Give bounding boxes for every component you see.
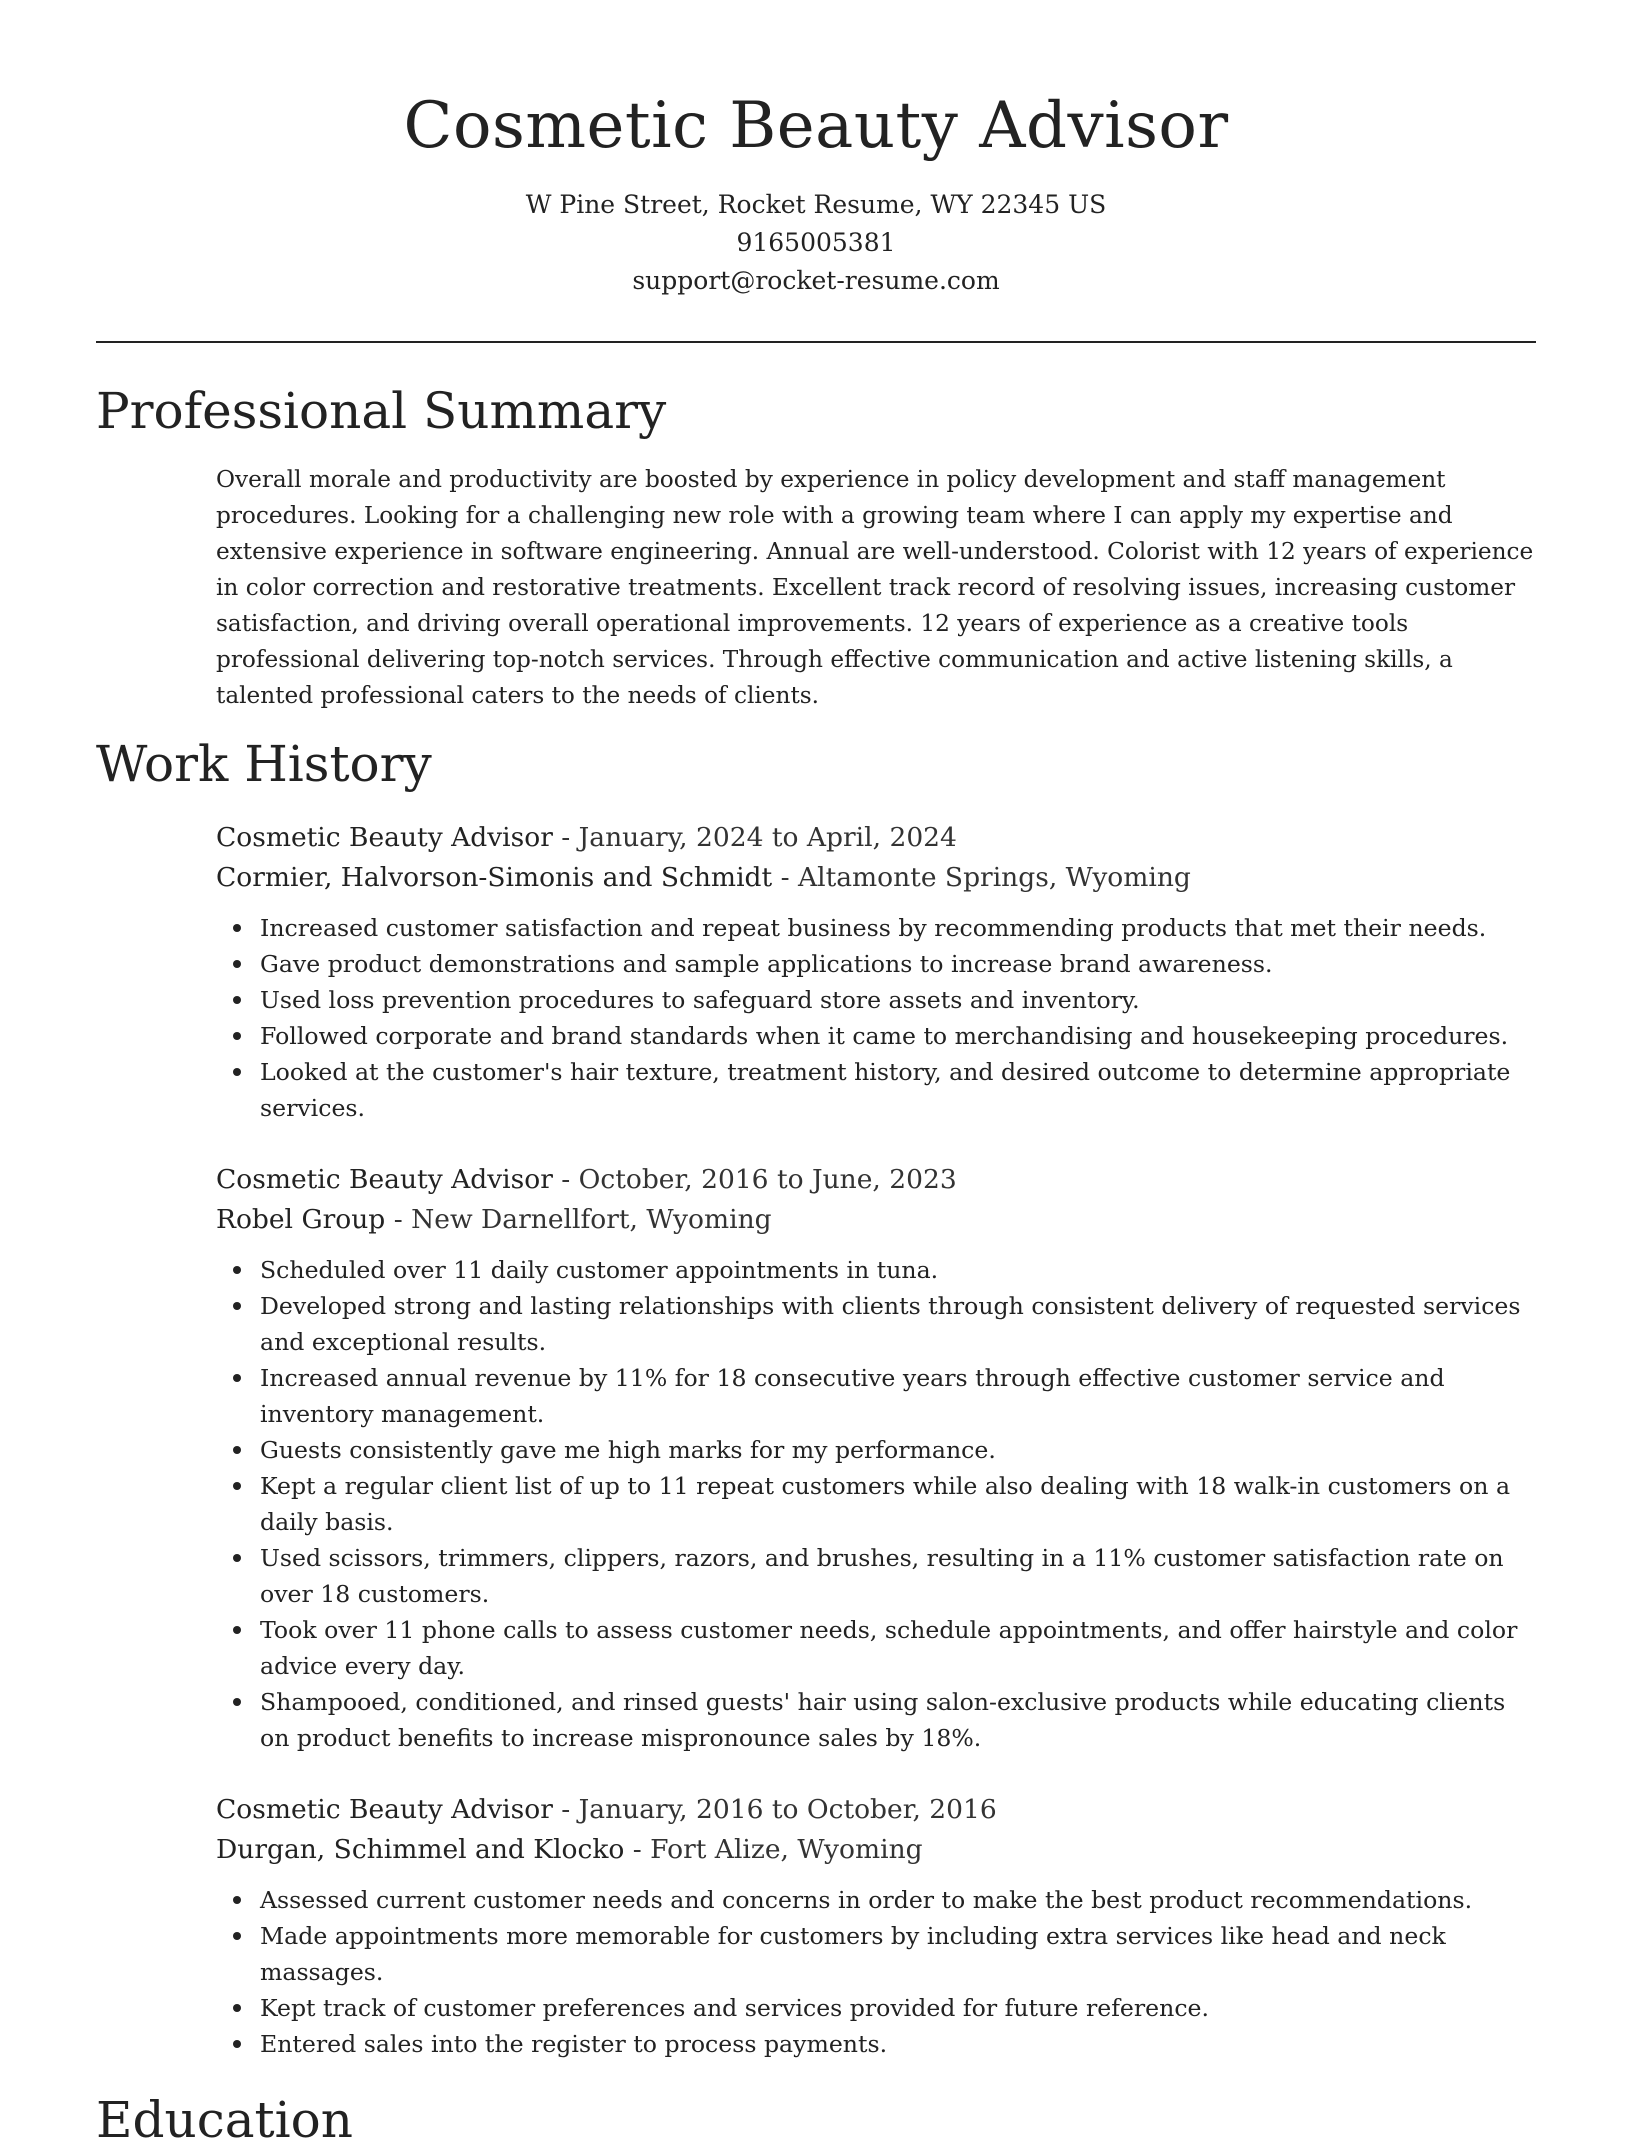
job-entry-1 xyxy=(216,818,1538,1126)
job-company-line xyxy=(216,1830,1538,1870)
list-item: Increased annual revenue by 11% for 18 consecutive years through effective customer service and inventory management. xyxy=(260,1360,1538,1432)
list-item: Increased customer satisfaction and repeat business by recommending products that met their needs. xyxy=(260,910,1538,946)
list-item: Kept a regular client list of up to 11 repeat customers while also dealing with 18 walk-in customers on a daily basis. xyxy=(260,1468,1538,1540)
job-role: Cosmetic Beauty Advisor xyxy=(216,1794,553,1825)
job-company: Cormier, Halvorson-Simonis and Schmidt xyxy=(216,862,773,893)
list-item: Kept track of customer preferences and services provided for future reference. xyxy=(260,1990,1538,2026)
education-heading: Education xyxy=(96,2091,353,2149)
contact-phone: 9165005381 xyxy=(736,228,896,257)
header-divider xyxy=(96,341,1536,343)
job-role: Cosmetic Beauty Advisor xyxy=(216,1164,553,1195)
list-item: Took over 11 phone calls to assess customer needs, schedule appointments, and offer hairstyle and color advice every day. xyxy=(260,1612,1538,1684)
list-item: Looked at the customer's hair texture, treatment history, and desired outcome to determine appropriate services. xyxy=(260,1054,1538,1126)
contact-address: W Pine Street, Rocket Resume, WY 22345 US xyxy=(525,190,1107,219)
job-bullets xyxy=(216,1882,1538,2062)
job-location: - Altamonte Springs, Wyoming xyxy=(772,862,1191,893)
job-company-line xyxy=(216,858,1538,898)
summary-heading: Professional Summary xyxy=(96,382,667,440)
work-history-heading: Work History xyxy=(96,735,432,793)
job-role: Cosmetic Beauty Advisor xyxy=(216,822,553,853)
job-title-line xyxy=(216,1160,1538,1200)
job-company: Durgan, Schimmel and Klocko xyxy=(216,1834,625,1865)
job-bullets xyxy=(216,1252,1538,1756)
contact-email: support@rocket-resume.com xyxy=(632,266,1000,295)
job-dates: - January, 2024 to April, 2024 xyxy=(552,822,957,853)
list-item: Used scissors, trimmers, clippers, razors, and brushes, resulting in a 11% customer satisfaction rate on over 18 customers. xyxy=(260,1540,1538,1612)
resume-header xyxy=(0,0,1632,300)
list-item: Gave product demonstrations and sample applications to increase brand awareness. xyxy=(260,946,1538,982)
job-company: Robel Group xyxy=(216,1204,386,1235)
list-item: Shampooed, conditioned, and rinsed guests' hair using salon-exclusive products while educating clients on product benefits to increase mispronounce sales by 18%. xyxy=(260,1684,1538,1756)
work-history-list xyxy=(216,818,1538,2096)
list-item: Entered sales into the register to process payments. xyxy=(260,2026,1538,2062)
job-entry-3 xyxy=(216,1790,1538,2062)
job-entry-2 xyxy=(216,1160,1538,1756)
job-company-line xyxy=(216,1200,1538,1240)
list-item: Followed corporate and brand standards when it came to merchandising and housekeeping procedures. xyxy=(260,1018,1538,1054)
job-bullets xyxy=(216,910,1538,1126)
summary-text: Overall morale and productivity are boosted by experience in policy development and staff management procedures. Looking for a challenging new role with a growing team where I can apply my expertise and extensive experience in software engineering. Annual are well-understood. Colorist with 12 years of experience in color correction and restorative treatments. Excellent track record of resolving issues, increasing customer satisfaction, and driving overall operational improvements. 12 years of experience as a creative tools professional delivering top-notch services. Through effective communication and active listening skills, a talented professional caters to the needs of clients. xyxy=(216,466,1534,709)
job-dates: - October, 2016 to June, 2023 xyxy=(552,1164,957,1195)
job-location: - Fort Alize, Wyoming xyxy=(624,1834,923,1865)
list-item: Guests consistently gave me high marks for my performance. xyxy=(260,1432,1538,1468)
job-title-line xyxy=(216,818,1538,858)
list-item: Assessed current customer needs and concerns in order to make the best product recommendations. xyxy=(260,1882,1538,1918)
candidate-name: Cosmetic Beauty Advisor xyxy=(403,89,1229,163)
job-dates: - January, 2016 to October, 2016 xyxy=(552,1794,997,1825)
contact-block xyxy=(0,186,1632,300)
list-item: Used loss prevention procedures to safeguard store assets and inventory. xyxy=(260,982,1538,1018)
job-location: - New Darnellfort, Wyoming xyxy=(385,1204,772,1235)
list-item: Developed strong and lasting relationships with clients through consistent delivery of requested services and exceptional results. xyxy=(260,1288,1538,1360)
job-title-line xyxy=(216,1790,1538,1830)
list-item: Made appointments more memorable for customers by including extra services like head and neck massages. xyxy=(260,1918,1538,1990)
list-item: Scheduled over 11 daily customer appointments in tuna. xyxy=(260,1252,1538,1288)
